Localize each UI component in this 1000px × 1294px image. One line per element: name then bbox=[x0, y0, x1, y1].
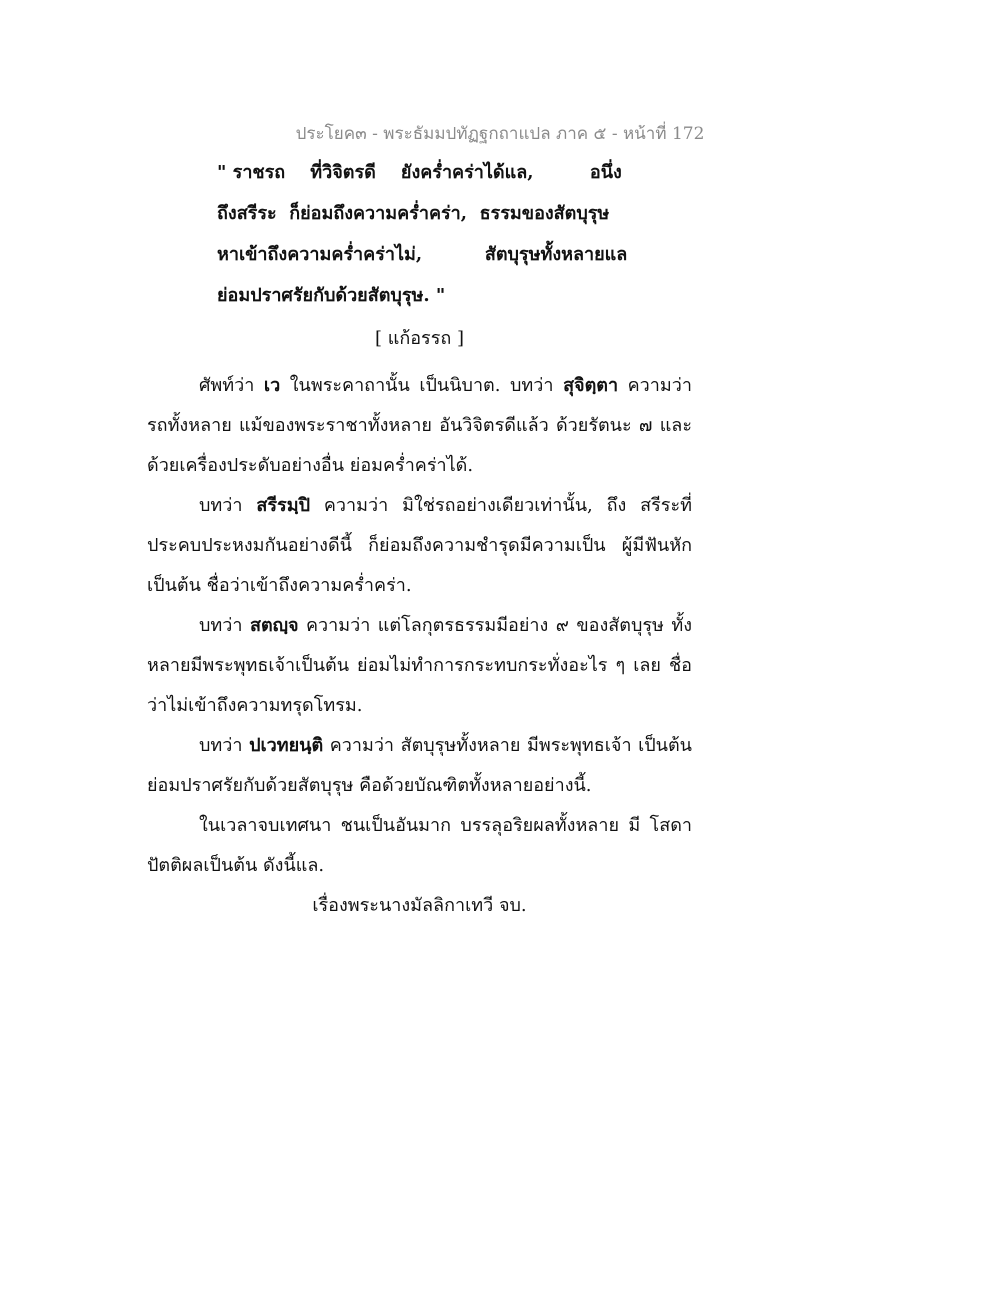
page-body bbox=[147, 158, 692, 926]
section-tag: [ แก้อรรถ ] bbox=[374, 328, 465, 349]
pali-term-sarirampi: สรีรมฺปิ bbox=[256, 495, 311, 516]
paragraph-2 bbox=[147, 486, 692, 606]
verse-line-3: หาเข้าถึงความคร่ำคร่าไม่, สัตบุรุษทั้งหลายแล bbox=[217, 244, 628, 265]
paragraph-4-rest: ความว่า สัตบุรุษทั้งหลาย มีพระพุทธเจ้า เป็นต้น ย่อมปราศรัยกับด้วยสัตบุรุษ คือด้วยบัณฑิตทั้งหลายอย่างนี้. bbox=[147, 735, 692, 796]
paragraph-3-rest: ความว่า แต่โลกุตรธรรมมีอย่าง ๙ ของสัตบุรุษ ทั้งหลายมีพระพุทธเจ้าเป็นต้น ย่อมไม่ทำการกระทบกระทั่งอะไร ๆ เลย ชื่อว่าไม่เข้าถึงความทรุดโทรม. bbox=[147, 615, 693, 716]
pali-term-satanca: สตญฺจ bbox=[249, 615, 299, 636]
paragraph-1-rest: ความว่า รถทั้งหลาย แม้ของพระราชาทั้งหลาย อันวิจิตรดีแล้ว ด้วยรัตนะ ๗ และด้วยเครื่องประดับอย่างอื่น ย่อมคร่ำคร่าได้. bbox=[147, 375, 692, 476]
paragraph-3 bbox=[147, 606, 692, 726]
paragraph-3-intro: บทว่า bbox=[199, 615, 243, 636]
verse-block bbox=[217, 158, 692, 322]
verse-line-2: ถึงสรีระ ก็ย่อมถึงความคร่ำคร่า, ธรรมของสัตบุรุษ bbox=[217, 203, 610, 224]
paragraph-4 bbox=[147, 726, 692, 806]
paragraph-4-intro: บทว่า bbox=[199, 735, 243, 756]
pali-term-pavedayanti: ปเวทยนฺติ bbox=[249, 735, 324, 756]
page-header: ประโยค๓ - พระธัมมปทัฏฐกถาแปล ภาค ๕ - หน้าที่ 172 bbox=[295, 124, 705, 144]
pali-term-ve: เว bbox=[263, 375, 281, 396]
paragraph-1 bbox=[147, 366, 692, 486]
paragraph-2-rest: ความว่า มิใช่รถอย่างเดียวเท่านั้น, ถึง สรีระที่ประคบประหงมกันอย่างดีนี้ ก็ย่อมถึงความชำรุดมีความเป็น ผู้มีฟันหักเป็นต้น ชื่อว่าเข้าถึงความคร่ำคร่า. bbox=[147, 495, 692, 596]
verse-line-4: ย่อมปราศรัยกับด้วยสัตบุรุษ. " bbox=[217, 285, 446, 306]
paragraph-1-mid: ในพระคาถานั้น เป็นนิบาต. บทว่า bbox=[289, 375, 554, 396]
paragraph-5: ในเวลาจบเทศนา ชนเป็นอันมาก บรรลุอริยผลทั้งหลาย มี โสดาปัตติผลเป็นต้น ดังนี้แล. bbox=[147, 815, 692, 876]
paragraph-1-intro: ศัพท์ว่า bbox=[199, 375, 255, 396]
paragraph-2-intro: บทว่า bbox=[199, 495, 243, 516]
story-end-line: เรื่องพระนางมัลลิกาเทวี จบ. bbox=[312, 895, 527, 916]
verse-line-1: " ราชรถ ที่วิจิตรดี ยังคร่ำคร่าได้แล, อนึ่ง bbox=[217, 162, 622, 183]
pali-term-sucitta: สุจิตฺตา bbox=[563, 375, 619, 396]
